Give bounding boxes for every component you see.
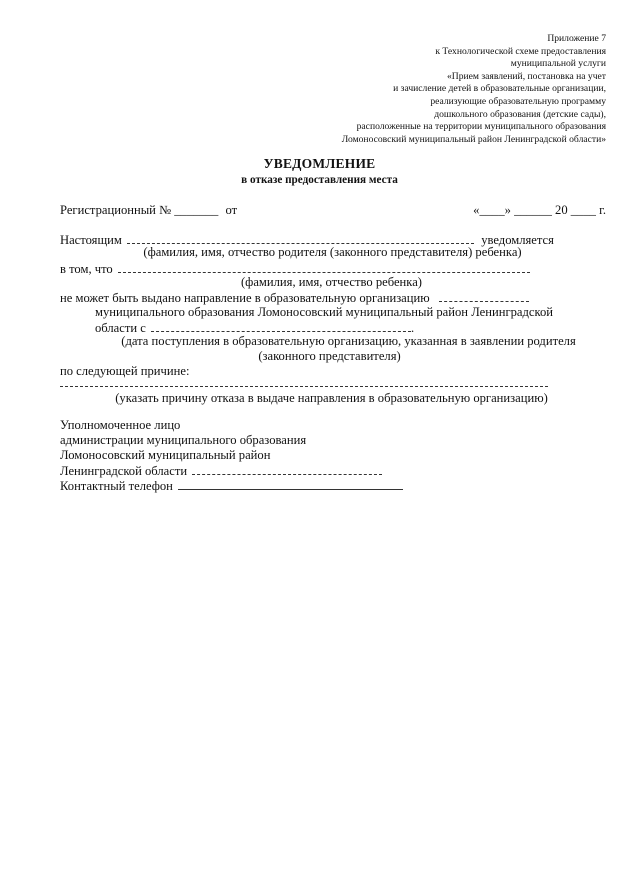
appendix-line: к Технологической схеме предоставления xyxy=(435,45,606,57)
line4-text: муниципального образования Ломоносовский муниципальный район Ленинградской xyxy=(95,305,554,319)
appendix-line: муниципальной услуги xyxy=(510,58,606,70)
appendix-line: дошкольного образования (детские сады), xyxy=(434,108,606,120)
appendix-line: реализующие образовательную программу xyxy=(430,95,606,107)
signature-field[interactable] xyxy=(192,463,382,475)
signature-line-2: администрации муниципального образования xyxy=(60,433,307,447)
appendix-header xyxy=(342,33,606,146)
title-block xyxy=(0,156,639,187)
reason-field[interactable] xyxy=(60,386,548,387)
admission-date-field[interactable] xyxy=(151,320,411,332)
line2-prefix: в том, что xyxy=(60,262,113,276)
region-label: Ленинградской области xyxy=(60,464,188,478)
signature-line-3: Ломоносовский муниципальный район xyxy=(60,448,271,462)
hint-reason: (указать причину отказа в выдаче направления в образовательную организацию) xyxy=(115,391,548,405)
line3-text: не может быть выдано направление в образовательную организацию xyxy=(60,291,430,305)
notice-line-3 xyxy=(60,290,529,306)
registration-blank: _______ xyxy=(174,203,219,217)
hint-admission-date-a: (дата поступления в образовательную организацию, указанная в заявлении родителя xyxy=(121,334,576,348)
registration-label: Регистрационный № xyxy=(60,203,172,217)
parent-name-field[interactable] xyxy=(127,232,474,244)
registration-date: «____» ______ 20 ____ г. xyxy=(473,203,606,217)
hint-parent-name: (фамилия, имя, отчество родителя (законного представителя) ребенка) xyxy=(143,245,522,259)
registration-from: от xyxy=(225,203,238,217)
notice-prefix: Настоящим xyxy=(60,233,122,247)
organization-field[interactable] xyxy=(439,290,529,302)
appendix-line: «Прием заявлений, постановка на учет xyxy=(447,70,606,82)
line6-text: по следующей причине: xyxy=(60,364,190,378)
document-subtitle: в отказе предоставления места xyxy=(241,174,398,186)
appendix-line: Ломоносовский муниципальный район Ленинградской области» xyxy=(341,133,606,145)
signature-line-5 xyxy=(60,478,403,494)
notice-suffix: уведомляется xyxy=(481,233,554,247)
phone-field[interactable] xyxy=(178,478,403,490)
line5-prefix: области с xyxy=(95,321,146,335)
hint-child-name: (фамилия, имя, отчество ребенка) xyxy=(240,275,422,289)
registration-number xyxy=(60,203,237,218)
signature-line-1: Уполномоченное лицо xyxy=(60,418,181,432)
child-name-field[interactable] xyxy=(118,261,530,273)
signature-line-4 xyxy=(60,463,382,479)
appendix-line: расположенные на территории муниципального образования xyxy=(356,121,606,133)
phone-label: Контактный телефон xyxy=(60,479,173,493)
line5-suffix: . xyxy=(411,321,415,335)
hint-admission-date-b: (законного представителя) xyxy=(258,349,401,363)
document-title: УВЕДОМЛЕНИЕ xyxy=(263,156,376,171)
appendix-line: и зачисление детей в образовательные организации, xyxy=(393,83,606,95)
appendix-line: Приложение 7 xyxy=(547,33,606,44)
